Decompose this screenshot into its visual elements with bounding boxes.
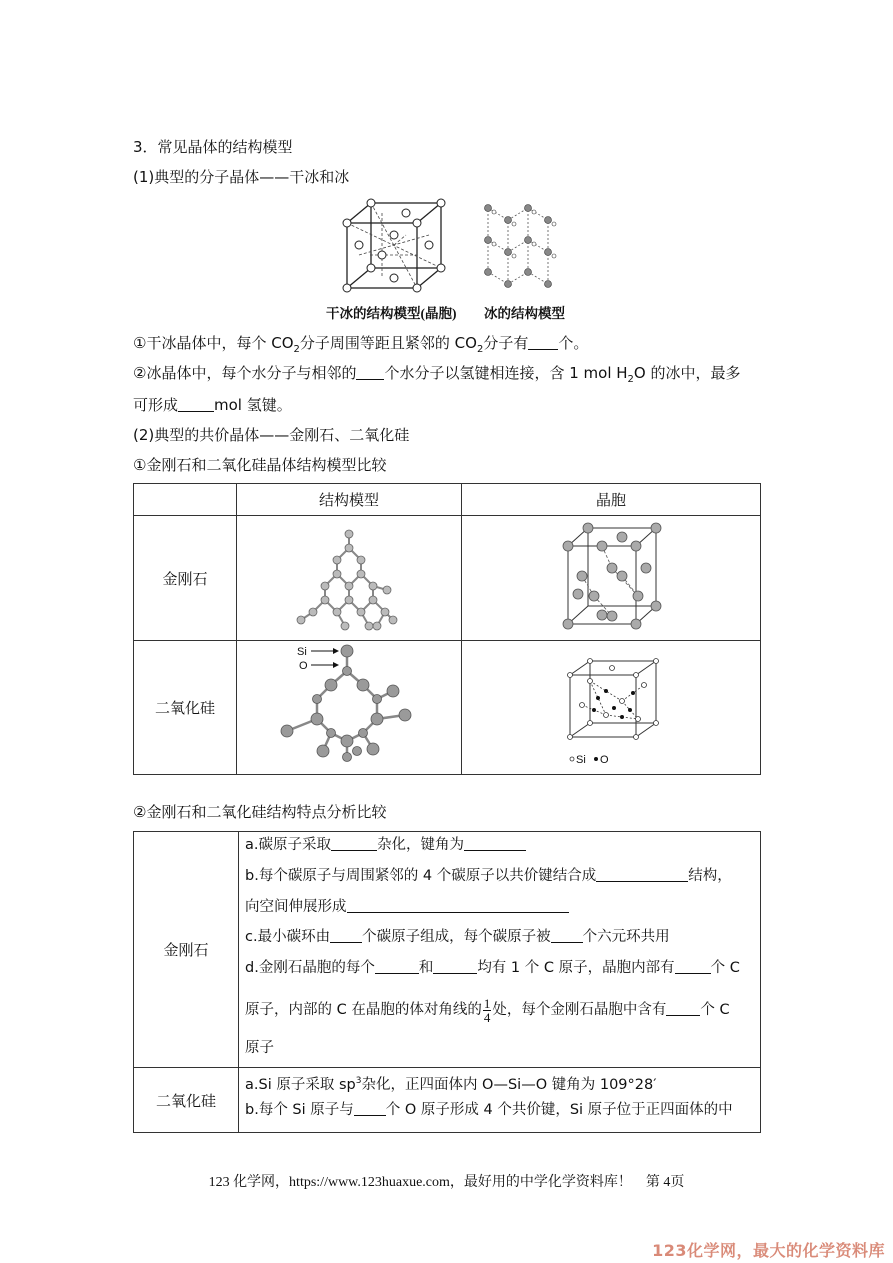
- silica-feature-a: a.Si 原子采取 $sp^3$杂化，正四面体内 O—Si—O 键角为 109°28′: [245, 1076, 657, 1093]
- diamond-feature-d: d.金刚石晶胞的每个 和 均有 1 个 C 原子，晶胞内部有 个 C: [245, 960, 740, 976]
- row-header-diamond: 金刚石: [134, 516, 237, 641]
- diamond-feature-a: a.碳原子采取 杂化，键角为: [245, 835, 526, 855]
- answer-blank: [551, 927, 583, 943]
- dry-ice-caption: 干冰的结构模型(晶胞): [326, 306, 457, 321]
- diamond-cell-cell: [462, 516, 761, 641]
- watermark: 123化学网，最大的化学资料库: [652, 1241, 885, 1260]
- diamond-structure-cell: [237, 516, 462, 641]
- dry-ice-model-figure: [335, 195, 455, 300]
- legend-o: O: [600, 754, 609, 766]
- diamond-structure-model: [237, 516, 461, 640]
- page-footer: 123 化学网，https://www.123huaxue.com，最好用的中学化学资料库！ 第 4页: [208, 1175, 685, 1190]
- question-dry-ice: ①干冰晶体中，每个 $CO_2$分子周围等距且紧邻的 $CO_2$分子有 个。: [133, 334, 589, 355]
- answer-blank: [178, 396, 214, 412]
- row-header-silica-2: 二氧化硅: [134, 1068, 239, 1133]
- ice-model-figure: [478, 198, 570, 293]
- answer-blank: [347, 897, 569, 913]
- diamond-unit-cell: [462, 516, 760, 640]
- diamond-feature-c: c.最小碳环由 个碳原子组成，每个碳原子被 个六元环共用: [245, 929, 670, 945]
- ice-caption: 冰的结构模型: [484, 306, 565, 321]
- col-header-cell: 晶胞: [462, 484, 761, 516]
- legend-si: Si: [576, 754, 586, 766]
- answer-blank: [596, 866, 688, 882]
- answer-blank: [330, 927, 362, 943]
- subsection-molecular: (1)典型的分子晶体——干冰和冰: [133, 168, 350, 186]
- diamond-feature-b-cont: 向空间伸展形成: [245, 897, 569, 917]
- answer-blank: [331, 835, 377, 851]
- question-ice: ②冰晶体中，每个水分子与相邻的 个水分子以氢键相连接，含 1 mol $H_2O$ 的冰中，最多: [133, 364, 741, 385]
- answer-blank: [675, 958, 711, 974]
- silica-feature-b: b.每个 Si 原子与 个 O 原子形成 4 个共价键，Si 原子位于正四面体的中: [245, 1102, 733, 1118]
- fraction-one-quarter: $\frac{1}{4}$: [483, 995, 491, 1025]
- silica-structure-cell: [237, 641, 462, 775]
- diamond-feature-d-end: 原子: [245, 1040, 274, 1056]
- answer-blank: [528, 334, 558, 350]
- silica-structure-model: [237, 641, 461, 774]
- silica-unit-cell: [462, 641, 760, 774]
- subsection-covalent: (2)典型的共价晶体——金刚石、二氧化硅: [133, 426, 410, 444]
- answer-blank: [375, 958, 419, 974]
- diamond-feature-d-cont: 原子，内部的 C 在晶胞的体对角线的 $\frac{1}{4}$ 处，每个金刚石晶胞中含有 个 C: [245, 995, 730, 1025]
- answer-blank: [464, 835, 526, 851]
- diamond-feature-b: b.每个碳原子与周围紧邻的 4 个碳原子以共价键结合成 结构，: [245, 868, 732, 884]
- answer-blank: [356, 364, 384, 380]
- question-ice-cont: 可形成 mol 氢键。: [133, 396, 292, 414]
- o-label: O: [299, 660, 308, 672]
- table-corner: [134, 484, 237, 516]
- col-header-structure: 结构模型: [237, 484, 462, 516]
- structure-comparison-table: [133, 483, 761, 775]
- comparison-2-title: ②金刚石和二氧化硅结构特点分析比较: [133, 803, 387, 821]
- answer-blank: [354, 1100, 386, 1116]
- answer-blank: [666, 1000, 700, 1016]
- comparison-1-title: ①金刚石和二氧化硅晶体结构模型比较: [133, 456, 387, 474]
- row-header-silica: 二氧化硅: [134, 641, 237, 775]
- row-header-diamond-2: 金刚石: [134, 832, 239, 1068]
- si-label: Si: [297, 646, 307, 658]
- section-heading: 3．常见晶体的结构模型: [133, 138, 293, 156]
- silica-cell-cell: [462, 641, 761, 775]
- answer-blank: [433, 958, 477, 974]
